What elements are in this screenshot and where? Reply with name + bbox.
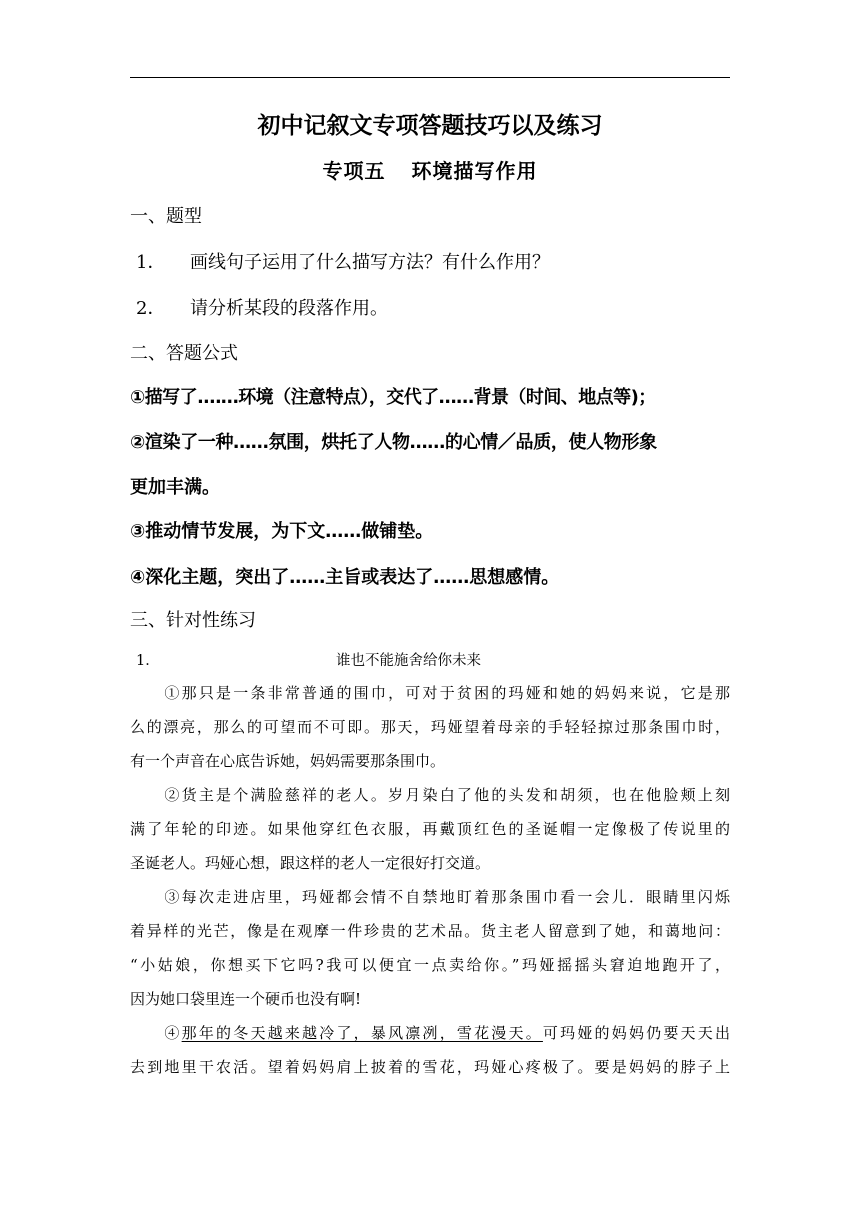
question-item-2 <box>130 295 388 323</box>
essay-line: “小姑娘，你想买下它吗?我可以便宜一点卖给你。”玛娅摇摇头窘迫地跑开了， <box>130 956 730 974</box>
question-item-1 <box>130 249 550 277</box>
paragraph-text: 可玛娅的妈妈仍要天天出 <box>542 1024 730 1042</box>
essay-line: 去到地里干农活。望着妈妈肩上披着的雪花，玛娅心疼极了。要是妈妈的脖子上 <box>130 1058 730 1076</box>
paragraph-prefix: ④ <box>130 1024 182 1042</box>
essay-line: 满了年轮的印迹。如果他穿红色衣服，再戴顶红色的圣诞帽一定像极了传说里的 <box>130 820 730 838</box>
essay-line: ③每次走进店里，玛娅都会情不自禁地盯着那条围巾看一会儿．眼睛里闪烁 <box>130 888 730 906</box>
subtitle-part1: 专项五 <box>322 159 386 183</box>
essay-line: 因为她口袋里连一个硬币也没有啊! <box>130 990 362 1008</box>
subtitle-part2: 环境描写作用 <box>411 159 538 183</box>
formula-line: ②渲染了一种……氛围，烘托了人物……的心情／品质，使人物形象 <box>130 432 657 453</box>
question-number: 1． <box>136 252 166 273</box>
header-rule <box>130 77 730 78</box>
section2-heading: 二、答题公式 <box>130 343 238 364</box>
essay-line: 圣诞老人。玛娅心想，跟这样的老人一定很好打交道。 <box>130 854 491 872</box>
essay-line: 着异样的光芒，像是在观摩一件珍贵的艺术品。货主老人留意到了她，和蔼地问： <box>130 922 730 940</box>
essay-title-line <box>130 650 481 672</box>
formula-line: ④深化主题，突出了……主旨或表达了……思想感情。 <box>130 567 560 588</box>
essay-line: ①那只是一条非常普通的围巾，可对于贫困的玛娅和她的妈妈来说，它是那 <box>130 684 730 702</box>
document-subtitle <box>130 155 730 187</box>
formula-line: 更加丰满。 <box>130 477 220 498</box>
essay-line: 有一个声音在心底告诉她，妈妈需要那条围巾。 <box>130 752 446 770</box>
essay-line-underlined <box>130 1017 730 1051</box>
underlined-sentence: 那年的冬天越来越冷了，暴风凛冽，雪花漫天。 <box>181 1024 543 1042</box>
section3-heading: 三、针对性练习 <box>130 610 256 631</box>
document-title: 初中记叙文专项答题技巧以及练习 <box>257 113 603 139</box>
question-text: 画线句子运用了什么描写方法？有什么作用？ <box>190 252 550 273</box>
essay-title: 谁也不能施舍给你未来 <box>336 653 481 669</box>
essay-number: 1． <box>136 653 160 669</box>
section1-heading: 一、题型 <box>130 206 202 227</box>
formula-line: ③推动情节发展，为下文……做铺垫。 <box>130 521 434 542</box>
essay-line: 么的漂亮，那么的可望而不可即。那天，玛娅望着母亲的手轻轻掠过那条围巾时， <box>130 718 730 736</box>
essay-line: ②货主是个满脸慈祥的老人。岁月染白了他的头发和胡须，也在他脸颊上刻 <box>130 786 730 804</box>
question-text: 请分析某段的段落作用。 <box>190 298 388 319</box>
question-number: 2． <box>136 298 166 319</box>
formula-line: ①描写了.……环境（注意特点），交代了……背景（时间、地点等)； <box>130 387 656 408</box>
